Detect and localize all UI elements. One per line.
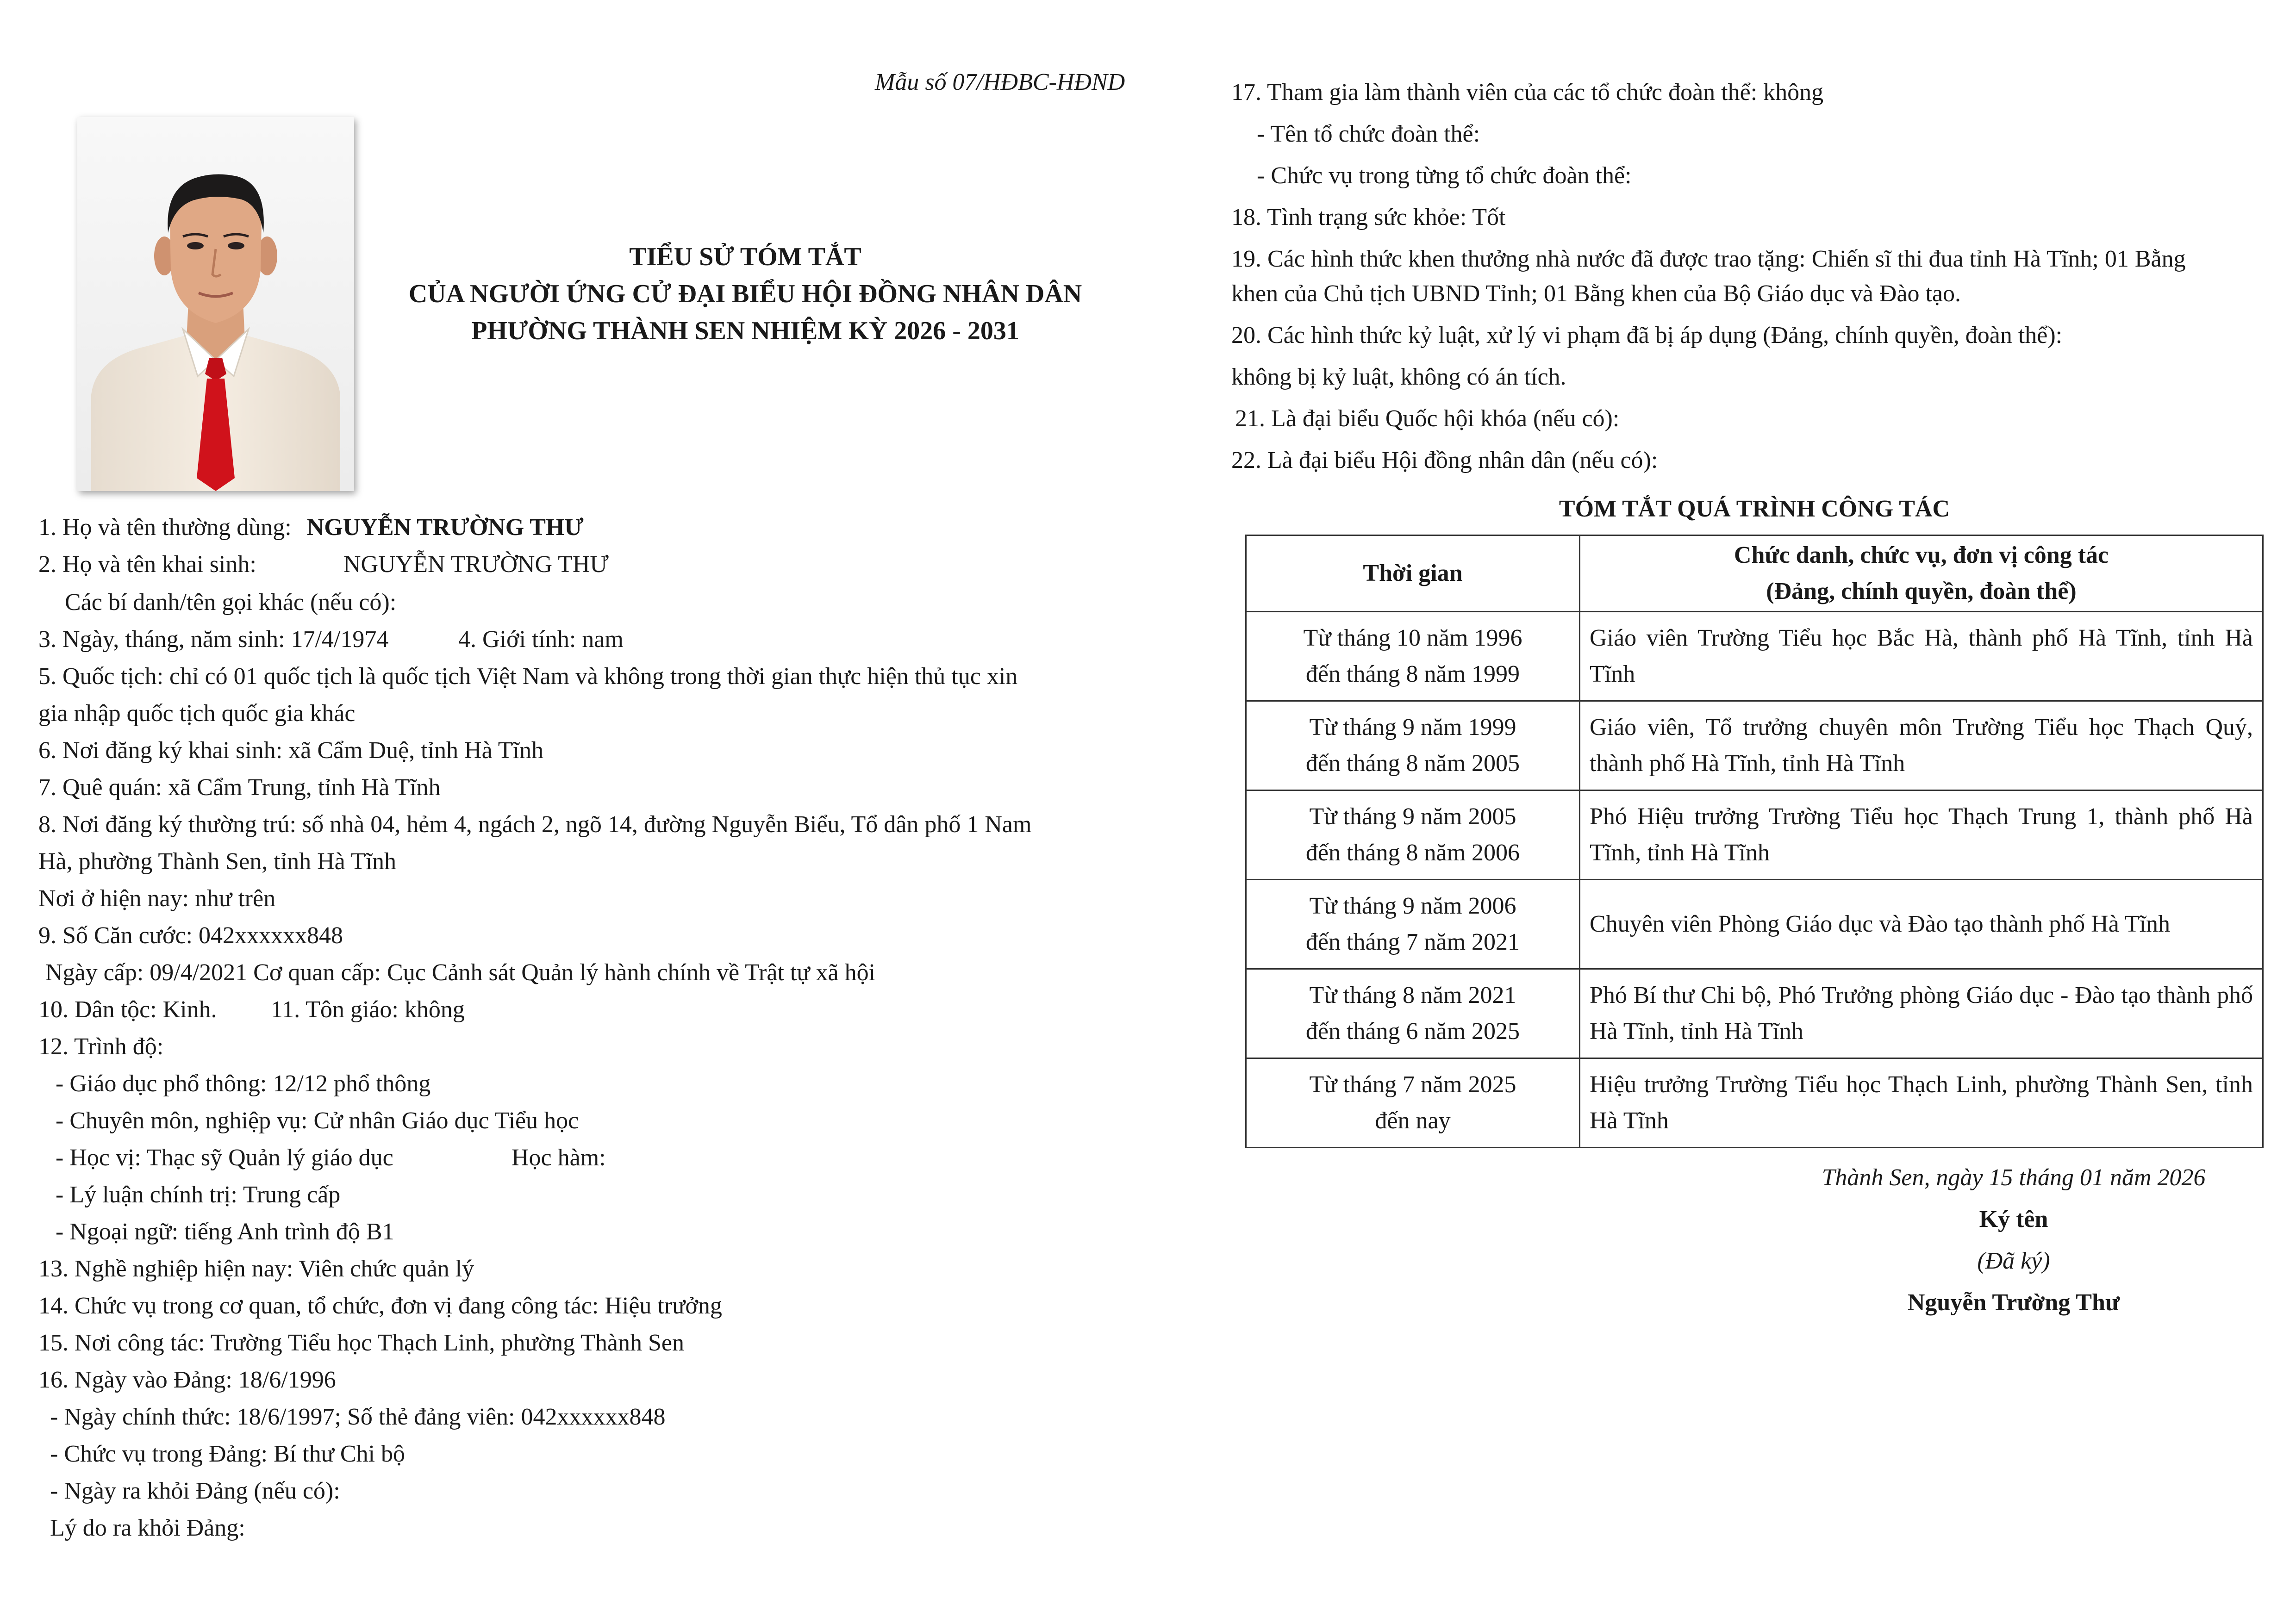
row-role: Hiệu trưởng Trường Tiểu học Thạch Linh, phường Thành Sen, tỉnh Hà Tĩnh	[1580, 1058, 2263, 1148]
row-time	[1246, 612, 1580, 701]
item-17-org-position: - Chức vụ trong từng tổ chức đoàn thể:	[1257, 162, 1632, 189]
table-header-row	[1246, 535, 2263, 612]
item-7: 7. Quê quán: xã Cẩm Trung, tỉnh Hà Tĩnh	[38, 774, 441, 801]
table-row	[1246, 969, 2263, 1058]
row-time-start: Từ tháng 9 năm 1999	[1309, 714, 1516, 740]
item-8-line-2: Hà, phường Thành Sen, tỉnh Hà Tĩnh	[38, 848, 397, 875]
row-role: Giáo viên, Tổ trưởng chuyên môn Trường Tiểu học Thạch Quý, thành phố Hà Tĩnh, tỉnh Hà Tĩnh	[1580, 701, 2263, 790]
item-19-line-1: 19. Các hình thức khen thưởng nhà nước đã được trao tặng: Chiến sĩ thi đua tỉnh Hà Tĩnh; 01 Bằng	[1231, 246, 2186, 272]
row-time-end: đến tháng 8 năm 2006	[1305, 840, 1520, 866]
item-6: 6. Nơi đăng ký khai sinh: xã Cẩm Duệ, tỉnh Hà Tĩnh	[38, 737, 543, 764]
row-time	[1246, 969, 1580, 1058]
item-1-value: NGUYỄN TRƯỜNG THƯ	[306, 514, 584, 541]
row-time-start: Từ tháng 7 năm 2025	[1309, 1071, 1516, 1098]
signature-label: Ký tên	[1979, 1206, 2048, 1232]
row-time-end: đến tháng 8 năm 2005	[1305, 750, 1520, 777]
item-11: 11. Tôn giáo: không	[271, 996, 465, 1023]
header-role-line-2: (Đảng, chính quyền, đoàn thể)	[1766, 578, 2077, 604]
item-12-political-theory: - Lý luận chính trị: Trung cấp	[56, 1182, 341, 1208]
doc-title-line-2: CỦA NGƯỜI ỨNG CỬ ĐẠI BIỂU HỘI ĐỒNG NHÂN DÂN	[408, 280, 1082, 308]
row-time	[1246, 701, 1580, 790]
current-residence: Nơi ở hiện nay: như trên	[38, 885, 276, 912]
row-time	[1246, 790, 1580, 880]
item-8-line-1: 8. Nơi đăng ký thường trú: số nhà 04, hẻm 4, ngách 2, ngõ 14, đường Nguyễn Biểu, Tổ dân phố 1 Nam	[38, 811, 1032, 838]
item-4: 4. Giới tính: nam	[458, 626, 624, 653]
item-2-label: 2. Họ và tên khai sinh:	[38, 551, 256, 578]
item-16-leave-reason: Lý do ra khỏi Đảng:	[50, 1515, 245, 1541]
row-time-start: Từ tháng 9 năm 2005	[1309, 803, 1516, 830]
item-12-specialization: - Chuyên môn, nghiệp vụ: Cử nhân Giáo dục Tiểu học	[56, 1108, 579, 1134]
table-row	[1246, 1058, 2263, 1148]
doc-title-line-1: TIỂU SỬ TÓM TẮT	[629, 243, 861, 271]
item-22: 22. Là đại biểu Hội đồng nhân dân (nếu có):	[1231, 447, 1658, 473]
header-role-line-1: Chức danh, chức vụ, đơn vị công tác	[1734, 542, 2109, 568]
signature-place-date: Thành Sen, ngày 15 tháng 01 năm 2026	[1822, 1164, 2206, 1191]
item-12-foreign-language: - Ngoại ngữ: tiếng Anh trình độ B1	[56, 1219, 394, 1245]
item-9-issue: Ngày cấp: 09/4/2021 Cơ quan cấp: Cục Cảnh sát Quản lý hành chính về Trật tự xã hội	[45, 959, 876, 986]
row-time	[1246, 880, 1580, 969]
row-time-start: Từ tháng 9 năm 2006	[1309, 893, 1516, 919]
row-time-start: Từ tháng 10 năm 1996	[1303, 625, 1522, 651]
item-18: 18. Tình trạng sức khỏe: Tốt	[1231, 204, 1506, 230]
row-time-end: đến nay	[1375, 1108, 1451, 1134]
row-time	[1246, 1058, 1580, 1148]
item-19-line-2: khen của Chủ tịch UBND Tỉnh; 01 Bằng khen của Bộ Giáo dục và Đào tạo.	[1231, 280, 1961, 307]
item-16-official-date: - Ngày chính thức: 18/6/1997; Số thẻ đảng viên: 042xxxxxx848	[50, 1404, 666, 1430]
item-2-value: NGUYỄN TRƯỜNG THƯ	[343, 551, 609, 578]
item-17: 17. Tham gia làm thành viên của các tổ chức đoàn thể: không	[1231, 79, 1824, 106]
table-row	[1246, 790, 2263, 880]
row-role: Chuyên viên Phòng Giáo dục và Đào tạo thành phố Hà Tĩnh	[1580, 880, 2263, 969]
item-16-leave-date: - Ngày ra khỏi Đảng (nếu có):	[50, 1478, 340, 1504]
item-15: 15. Nơi công tác: Trường Tiểu học Thạch Linh, phường Thành Sen	[38, 1330, 685, 1356]
header-role	[1580, 535, 2263, 612]
item-17-org-name: - Tên tổ chức đoàn thể:	[1257, 121, 1480, 147]
item-20: 20. Các hình thức kỷ luật, xử lý vi phạm đã bị áp dụng (Đảng, chính quyền, đoàn thể):	[1231, 322, 2063, 348]
item-13: 13. Nghề nghiệp hiện nay: Viên chức quản lý	[38, 1256, 474, 1282]
row-time-end: đến tháng 8 năm 1999	[1305, 661, 1520, 687]
item-10: 10. Dân tộc: Kinh.	[38, 996, 217, 1023]
signer-name: Nguyễn Trường Thư	[1907, 1289, 2120, 1316]
item-14: 14. Chức vụ trong cơ quan, tổ chức, đơn vị đang công tác: Hiệu trưởng	[38, 1293, 722, 1319]
item-16: 16. Ngày vào Đảng: 18/6/1996	[38, 1367, 336, 1393]
work-history-title: TÓM TẮT QUÁ TRÌNH CÔNG TÁC	[1559, 496, 1950, 522]
item-21: 21. Là đại biểu Quốc hội khóa (nếu có):	[1235, 405, 1620, 432]
signature-status: (Đã ký)	[1977, 1248, 2050, 1274]
item-20-value: không bị kỷ luật, không có án tích.	[1231, 364, 1566, 390]
item-1-label: 1. Họ và tên thường dùng:	[38, 514, 292, 541]
row-time-end: đến tháng 7 năm 2021	[1305, 929, 1520, 955]
item-12: 12. Trình độ:	[38, 1033, 164, 1060]
item-12-academic-title: Học hàm:	[512, 1145, 606, 1171]
item-16-party-position: - Chức vụ trong Đảng: Bí thư Chi bộ	[50, 1441, 405, 1467]
item-2-aliases: Các bí danh/tên gọi khác (nếu có):	[65, 589, 397, 616]
item-12-general-education: - Giáo dục phổ thông: 12/12 phổ thông	[56, 1070, 431, 1097]
row-role: Phó Bí thư Chi bộ, Phó Trưởng phòng Giáo dục - Đào tạo thành phố Hà Tĩnh, tỉnh Hà Tĩnh	[1580, 969, 2263, 1058]
item-5-line-1: 5. Quốc tịch: chỉ có 01 quốc tịch là quốc tịch Việt Nam và không trong thời gian thực hiện thủ tục xin	[38, 663, 1018, 690]
item-9: 9. Số Căn cước: 042xxxxxx848	[38, 922, 343, 949]
portrait-image	[77, 117, 354, 491]
item-1	[38, 509, 584, 546]
table-row	[1246, 612, 2263, 701]
row-role: Phó Hiệu trưởng Trường Tiểu học Thạch Trung 1, thành phố Hà Tĩnh, tỉnh Hà Tĩnh	[1580, 790, 2263, 880]
row-time-start: Từ tháng 8 năm 2021	[1309, 982, 1516, 1008]
table-row	[1246, 701, 2263, 790]
work-history-table	[1245, 535, 2264, 1148]
doc-title-line-3: PHƯỜNG THÀNH SEN NHIỆM KỲ 2026 - 2031	[471, 317, 1019, 345]
form-code: Mẫu số 07/HĐBC-HĐND	[875, 69, 1125, 95]
item-12-degree: - Học vị: Thạc sỹ Quản lý giáo dục	[56, 1145, 393, 1171]
item-3: 3. Ngày, tháng, năm sinh: 17/4/1974	[38, 626, 389, 653]
item-5-line-2: gia nhập quốc tịch quốc gia khác	[38, 700, 356, 727]
row-role: Giáo viên Trường Tiểu học Bắc Hà, thành phố Hà Tĩnh, tỉnh Hà Tĩnh	[1580, 612, 2263, 701]
row-time-end: đến tháng 6 năm 2025	[1305, 1018, 1520, 1045]
table-row	[1246, 880, 2263, 969]
portrait-photo	[77, 117, 354, 491]
header-time: Thời gian	[1246, 535, 1580, 612]
